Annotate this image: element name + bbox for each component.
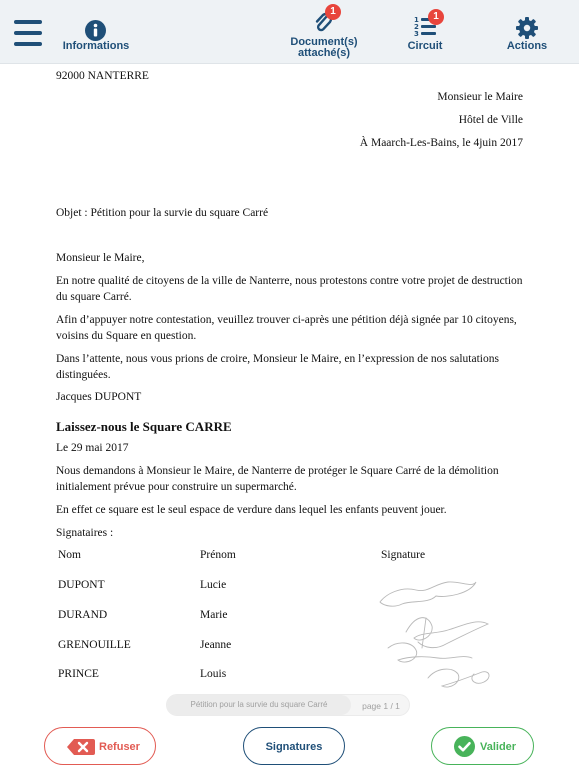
signature-3 [388, 643, 472, 662]
petition-paragraph-1: Nous demandons à Monsieur le Maire, de Nanterre de protéger le Square Carré de la démolition initialement prévue pour construire un supermarché. [56, 465, 499, 493]
signatures-button[interactable] [243, 727, 345, 765]
letter-object: Objet : Pétition pour la survie du square Carré [56, 207, 269, 219]
petition-date: Le 29 mai 2017 [56, 442, 129, 454]
column-header-signature: Signature [381, 549, 426, 561]
check-circle-icon [454, 736, 475, 757]
table-row-nom: DUPONT [58, 579, 105, 591]
table-row-prenom: Louis [200, 668, 227, 680]
column-header-nom: Nom [58, 549, 81, 561]
signatories-label: Signataires : [56, 527, 114, 539]
pager-document-title: Pétition pour la survie du square Carré [167, 695, 351, 715]
table-row-prenom: Marie [200, 609, 228, 621]
signature-4 [428, 669, 489, 687]
signatures-label: Signatures [265, 741, 323, 753]
documents-label-line2: attaché(s) [298, 47, 350, 59]
table-row-nom: PRINCE [58, 668, 99, 680]
petition-paragraph-2: En effet ce square est le seul espace de verdure dans lequel les enfants peuvent jouer. [56, 504, 447, 516]
top-toolbar [0, 0, 579, 64]
actions-button[interactable] [500, 0, 554, 64]
table-row-prenom: Lucie [200, 579, 227, 591]
table-row-nom: GRENOUILLE [58, 639, 131, 651]
attached-documents-button[interactable] [284, 0, 364, 64]
circuit-button[interactable] [400, 0, 450, 64]
page-indicator [166, 694, 410, 716]
signature-2b [422, 618, 426, 648]
informations-button[interactable] [58, 0, 134, 64]
info-icon [85, 20, 106, 41]
letter-signature-name: Jacques DUPONT [56, 391, 142, 403]
bottom-action-bar [0, 719, 579, 771]
refuse-label: Refuser [99, 741, 140, 753]
validate-label: Valider [480, 741, 517, 753]
signature-2 [406, 618, 488, 648]
signature-1 [380, 582, 476, 606]
actions-label: Actions [506, 40, 548, 52]
menu-button[interactable] [10, 0, 46, 64]
refuse-button[interactable] [44, 727, 156, 765]
column-header-prenom: Prénom [200, 549, 236, 561]
recipient-line-1: Monsieur le Maire [437, 91, 523, 103]
pager-page-count: page 1 / 1 [362, 701, 400, 711]
signature-scribbles [376, 574, 506, 699]
gear-icon [516, 17, 538, 39]
x-tag-icon [67, 739, 95, 755]
svg-text:3: 3 [414, 30, 419, 37]
table-row-prenom: Jeanne [200, 639, 232, 651]
letter-salutation: Monsieur le Maire, [56, 252, 145, 264]
letter-paragraph-1: En notre qualité de citoyens de la ville de Nanterre, nous protestons contre votre projet de destruction du square Carré. [56, 275, 523, 303]
svg-text:1: 1 [414, 16, 419, 24]
place-date: À Maarch-Les-Bains, le 4juin 2017 [359, 137, 523, 149]
informations-label: Informations [62, 40, 130, 52]
hamburger-icon [14, 20, 42, 46]
recipient-line-2: Hôtel de Ville [458, 114, 523, 126]
documents-count-badge: 1 [325, 4, 341, 20]
circuit-label: Circuit [407, 40, 443, 52]
document-viewer[interactable] [0, 64, 579, 719]
circuit-count-badge: 1 [428, 9, 444, 25]
petition-title: Laissez-nous le Square CARRE [56, 419, 232, 434]
letter-paragraph-3: Dans l’attente, nous vous prions de croire, Monsieur le Maire, en l’expression de nos salutations distinguées. [56, 353, 499, 381]
letter-paragraph-2: Afin d’appuyer notre contestation, veuillez trouver ci-après une pétition déjà signée par 10 citoyens, voisins du Square en question. [56, 314, 517, 342]
svg-text:2: 2 [414, 23, 419, 31]
documents-label-line1: Document(s) [290, 36, 358, 48]
sender-city: 92000 NANTERRE [56, 70, 149, 82]
validate-button[interactable] [431, 727, 534, 765]
table-row-nom: DURAND [58, 609, 108, 621]
